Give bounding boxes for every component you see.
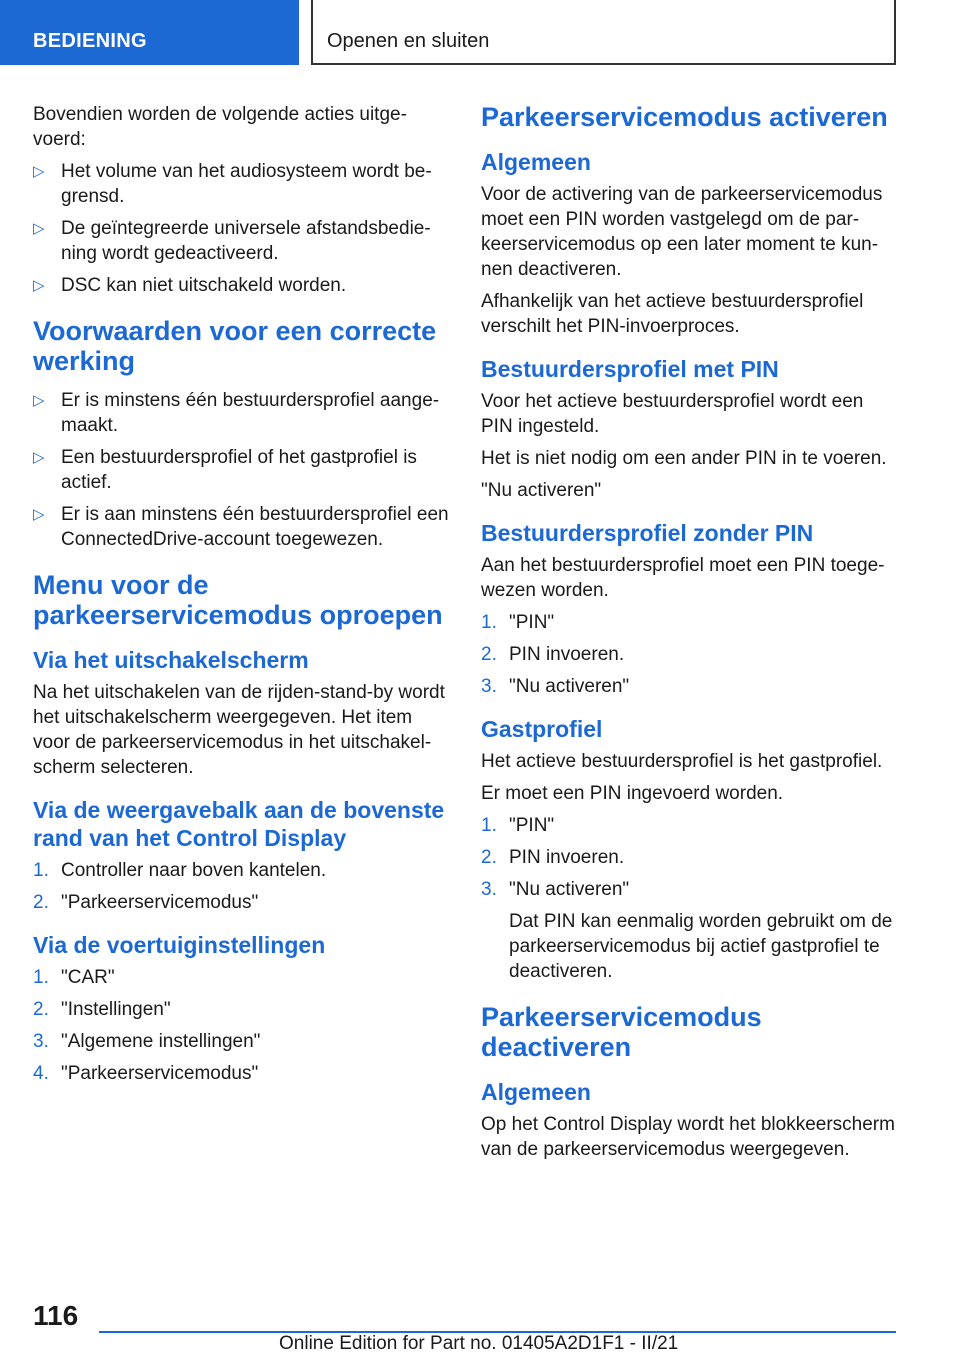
list-item: 3. "Algemene instellingen": [33, 1031, 261, 1052]
section-tab: BEDIENING: [0, 0, 299, 65]
list-item: 1. "CAR": [33, 967, 115, 988]
algemeen-heading: Algemeen: [481, 149, 591, 175]
list-item: ▷ De geïntegreerde universele afstandsbediening wordt gedeactiveerd.: [33, 218, 431, 264]
via-uitschakelscherm-heading: Via het uitschakelscherm: [33, 647, 309, 673]
list-item: 2. "Parkeerservicemodus": [33, 892, 259, 913]
algemeen-deactiveren-heading: Algemeen: [481, 1079, 591, 1105]
list-item: 2. PIN invoeren.: [481, 644, 625, 665]
left-column: [33, 102, 451, 1094]
triangle-bullet-icon: ▷: [33, 506, 45, 523]
list-item: 4. "Parkeerservicemodus": [33, 1063, 259, 1084]
algemeen-text-1: Voor de activering van de parkeerservicemodus moet een PIN worden vastgelegd om de parkeerservicemodus op een later moment te kunnen deactiveren.: [481, 184, 883, 280]
right-column: [481, 102, 899, 1169]
algemeen-deactiveren-text: Op het Control Display wordt het blokkeerscherm van de parkeerservicemodus weergegeven.: [481, 1114, 895, 1160]
zonder-pin-text: Aan het bestuurdersprofiel moet een PIN toegewezen worden.: [481, 555, 885, 601]
list-item: 1. "PIN": [481, 815, 555, 836]
zonder-pin-heading: Bestuurdersprofiel zonder PIN: [481, 520, 814, 546]
list-item: 3. "Nu activeren": [481, 676, 630, 697]
intro-bullet-list: [33, 159, 451, 298]
gastprofiel-text-1: Het actieve bestuurdersprofiel is het gastprofiel.: [481, 751, 883, 772]
voorwaarden-heading: Voorwaarden voor een correcte werking: [33, 316, 437, 376]
footer-edition: Online Edition for Part no. 01405A2D1F1 - II/21: [279, 1333, 679, 1354]
list-item: 1. Controller naar boven kantelen.: [33, 860, 327, 881]
list-item: ▷ Er is aan minstens één bestuurdersprofiel een ConnectedDrive-account toegewezen.: [33, 504, 449, 550]
triangle-bullet-icon: ▷: [33, 392, 45, 409]
triangle-bullet-icon: ▷: [33, 163, 45, 180]
gastprofiel-note: Dat PIN kan eenmalig worden gebruikt om de parkeerservicemodus bij actief gastprofiel te deactiveren.: [509, 911, 893, 982]
chapter-title: Openen en sluiten: [311, 0, 896, 65]
menu-heading: Menu voor de parkeerservicemodus oproepen: [33, 570, 443, 630]
page-number: 116: [33, 1300, 79, 1331]
list-item: 1. "PIN": [481, 612, 555, 633]
intro-text: Bovendien worden de volgende acties uitgevoerd:: [33, 104, 407, 150]
deactiveren-heading: Parkeerservicemodus deactiveren: [481, 1002, 762, 1062]
algemeen-text-2: Afhankelijk van het actieve bestuurdersprofiel verschilt het PIN-invoerproces.: [481, 291, 864, 337]
zonder-pin-steps: [481, 610, 899, 699]
met-pin-text-3: "Nu activeren": [481, 480, 602, 501]
list-item: 3. "Nu activeren" Dat PIN kan eenmalig worden gebruikt om de parkeerservicemodus bij actief gastprofiel te deactiveren.: [481, 877, 899, 984]
via-uitschakelscherm-text: Na het uitschakelen van de rijden-stand-by wordt het uitschakelscherm weergegeven. Het item voor de parkeerservicemodus in het uitschakelscherm selecteren.: [33, 682, 445, 778]
list-item: ▷ Het volume van het audiosysteem wordt begrensd.: [33, 161, 432, 207]
met-pin-heading: Bestuurdersprofiel met PIN: [481, 356, 779, 382]
via-weergavebalk-steps: [33, 858, 451, 915]
gastprofiel-heading: Gastprofiel: [481, 716, 603, 742]
triangle-bullet-icon: ▷: [33, 220, 45, 237]
met-pin-text-1: Voor het actieve bestuurdersprofiel wordt een PIN ingesteld.: [481, 391, 864, 437]
via-voertuiginstellingen-steps: [33, 965, 451, 1086]
gastprofiel-text-2: Er moet een PIN ingevoerd worden.: [481, 783, 784, 804]
voorwaarden-bullet-list: [33, 388, 451, 552]
via-voertuiginstellingen-heading: Via de voertuiginstellingen: [33, 932, 326, 958]
triangle-bullet-icon: ▷: [33, 449, 45, 466]
list-item: 2. "Instellingen": [33, 999, 171, 1020]
list-item: ▷ Er is minstens één bestuurdersprofiel aangemaakt.: [33, 390, 440, 436]
list-item: ▷ DSC kan niet uitschakeld worden.: [33, 275, 347, 296]
via-weergavebalk-heading: Via de weergavebalk aan de bovenste rand van het Control Display: [33, 797, 445, 851]
triangle-bullet-icon: ▷: [33, 277, 45, 294]
list-item: ▷ Een bestuurdersprofiel of het gastprofiel is actief.: [33, 447, 417, 493]
met-pin-text-2: Het is niet nodig om een ander PIN in te voeren.: [481, 448, 887, 469]
activeren-heading: Parkeerservicemodus activeren: [481, 102, 888, 132]
gastprofiel-steps: [481, 813, 899, 984]
list-item: 2. PIN invoeren.: [481, 847, 625, 868]
